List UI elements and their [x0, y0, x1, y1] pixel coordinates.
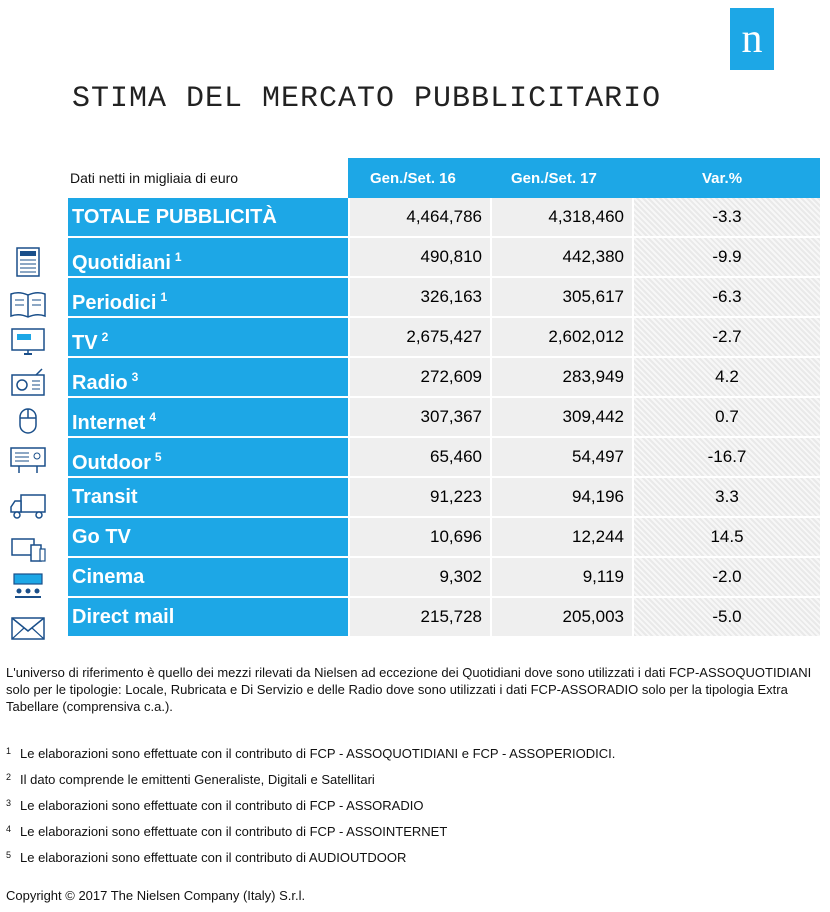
row-label: Quotidiani $^1$	[68, 238, 348, 276]
value-2017: 309,442	[492, 398, 632, 436]
footnote: 2 Il dato comprende le emittenti Generaliste, Digitali e Satellitari	[6, 772, 375, 787]
cinema-icon	[8, 570, 48, 602]
value-2016: 9,302	[350, 558, 490, 596]
value-variation: 14.5	[634, 518, 820, 556]
footnote: 1 Le elaborazioni sono effettuate con il contributo di FCP - ASSOQUOTIDIANI e FCP - ASSOPERIODICI.	[6, 746, 616, 761]
value-2016: 326,163	[350, 278, 490, 316]
table-row	[68, 358, 820, 396]
value-2016: 2,675,427	[350, 318, 490, 356]
row-label: Direct mail	[68, 598, 348, 636]
value-variation: -5.0	[634, 598, 820, 636]
value-variation: -16.7	[634, 438, 820, 476]
devices-icon	[8, 532, 48, 564]
value-variation: 4.2	[634, 358, 820, 396]
value-2016: 10,696	[350, 518, 490, 556]
column-header-variation: Var.%	[702, 170, 743, 187]
table-row	[68, 398, 820, 436]
table-row	[68, 238, 820, 276]
value-2016: 490,810	[350, 238, 490, 276]
row-label: Cinema	[68, 558, 348, 596]
table-row	[68, 438, 820, 476]
row-label: Go TV	[68, 518, 348, 556]
value-2017: 442,380	[492, 238, 632, 276]
table-header	[348, 158, 820, 198]
value-2017: 94,196	[492, 478, 632, 516]
footnote: 4 Le elaborazioni sono effettuate con il contributo di FCP - ASSOINTERNET	[6, 824, 448, 839]
data-table	[68, 198, 820, 638]
value-variation: 3.3	[634, 478, 820, 516]
envelope-icon	[8, 612, 48, 644]
value-2017: 54,497	[492, 438, 632, 476]
row-label: Periodici $^1$	[68, 278, 348, 316]
mouse-icon	[8, 404, 48, 436]
newspaper-icon	[8, 246, 48, 278]
nielsen-logo: n	[730, 8, 774, 70]
units-label: Dati netti in migliaia di euro	[70, 170, 239, 186]
value-2016: 65,460	[350, 438, 490, 476]
value-2017: 283,949	[492, 358, 632, 396]
row-label: Radio $^3$	[68, 358, 348, 396]
value-2017: 12,244	[492, 518, 632, 556]
value-2016: 91,223	[350, 478, 490, 516]
table-row	[68, 478, 820, 516]
table-row	[68, 318, 820, 356]
value-2017: 205,003	[492, 598, 632, 636]
open-book-icon	[8, 288, 48, 320]
value-variation: -9.9	[634, 238, 820, 276]
row-label: Transit	[68, 478, 348, 516]
billboard-icon	[8, 444, 48, 476]
table-row	[68, 558, 820, 596]
value-2017: 4,318,460	[492, 198, 632, 236]
value-2016: 307,367	[350, 398, 490, 436]
table-row	[68, 518, 820, 556]
column-header-2016: Gen./Set. 16	[370, 170, 456, 187]
column-header-2017: Gen./Set. 17	[511, 170, 597, 187]
table-row	[68, 278, 820, 316]
value-2016: 4,464,786	[350, 198, 490, 236]
footnote: 5 Le elaborazioni sono effettuate con il contributo di AUDIOUTDOOR	[6, 850, 407, 865]
value-variation: -6.3	[634, 278, 820, 316]
value-2017: 305,617	[492, 278, 632, 316]
value-2017: 2,602,012	[492, 318, 632, 356]
copyright: Copyright © 2017 The Nielsen Company (Italy) S.r.l.	[6, 888, 306, 903]
methodology-note: L'universo di riferimento è quello dei mezzi rilevati da Nielsen ad eccezione dei Quotidiani dove sono utilizzati i dati FCP-ASSOQUOTIDIANI solo per le tipologie: Locale, Rubricata e Di Servizio e delle Radio dove sono utilizzati i dati FCP-ASSORADIO solo per la tipologia Extra Tabellare (comprensiva c.a.).	[6, 665, 812, 714]
row-label: Outdoor $^5$	[68, 438, 348, 476]
table-row-total	[68, 198, 820, 236]
page-title: STIMA DEL MERCATO PUBBLICITARIO	[72, 82, 662, 116]
value-variation: -2.7	[634, 318, 820, 356]
value-variation: -3.3	[634, 198, 820, 236]
value-variation: 0.7	[634, 398, 820, 436]
row-label: Internet $^4$	[68, 398, 348, 436]
truck-icon	[8, 490, 48, 522]
row-label: TV $^2$	[68, 318, 348, 356]
radio-icon	[8, 366, 48, 398]
value-variation: -2.0	[634, 558, 820, 596]
value-2016: 272,609	[350, 358, 490, 396]
value-2017: 9,119	[492, 558, 632, 596]
footnote: 3 Le elaborazioni sono effettuate con il contributo di FCP - ASSORADIO	[6, 798, 424, 813]
table-row	[68, 598, 820, 636]
value-2016: 215,728	[350, 598, 490, 636]
row-label: TOTALE PUBBLICITÀ	[68, 198, 348, 236]
tv-news-icon	[8, 326, 48, 358]
